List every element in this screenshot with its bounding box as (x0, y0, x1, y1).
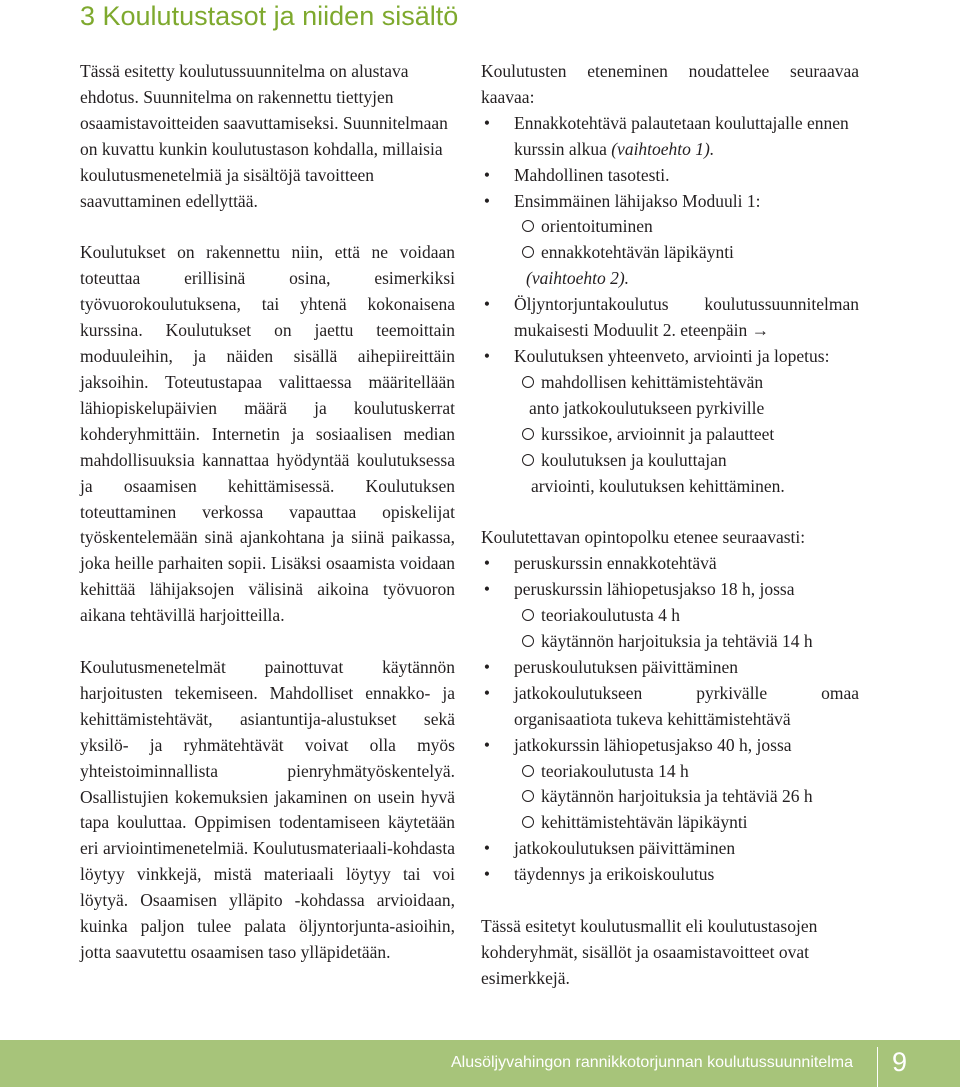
circle-bullet-icon (522, 454, 534, 466)
bullet-icon: • (483, 864, 491, 885)
list-item: • peruskurssin lähiopetusjakso 18 h, jossa teoriakoulutusta 4 h käytännön harjoituksia ja tehtäviä 14 h (481, 577, 859, 655)
sub-item: käytännön harjoituksia ja tehtäviä 14 h (514, 629, 859, 655)
bullet-icon: • (483, 734, 491, 755)
sub-item-continuation: (vaihtoehto 2). (526, 268, 630, 289)
circle-bullet-icon (522, 790, 534, 802)
list-item: • Mahdollinen tasotesti. (481, 163, 859, 189)
bullet-icon: • (483, 190, 491, 211)
paragraph-structure: Koulutukset on rakennettu niin, että ne voidaan toteuttaa erillisinä osina, esimerkiksi työvuorokoulutuksena, tai yhtenä kokonaisena kurssina. Koulutukset on jaettu teemoittain moduuleihin, ja näiden sisällä aihepiireittäin jaksoihin. Toteutustapaa valittaessa määritellään lähiopiskelupäivien määrä ja koulutuskerrat kohderyhmittäin. Internetin ja sosiaalisen median mahdollisuuksia kannattaa hyödyntää koulutuksessa ja osaamisen kehittämisessä. Koulutuksen toteuttaminen verkossa vapauttaa opiskelijat työskentelemään sinä ajankohtana ja siinä paikassa, joka heille parhaiten sopii. Lisäksi osaamista voidaan kehittää lähijaksojen välisinä aikoina työvuoron aikana tehtävillä harjoitteilla. (80, 242, 455, 626)
list-item: • jatkokurssin lähiopetusjakso 40 h, jossa teoriakoulutusta 14 h käytännön harjoituksia ja tehtäviä 26 h kehittämistehtävän läpikäynti (481, 733, 859, 837)
list-item: • jatkokoulutukseen pyrkivälle omaa organisaatiota tukeva kehittämistehtävä (481, 681, 859, 733)
bullet-icon: • (483, 838, 491, 859)
footer-divider (877, 1047, 878, 1087)
sub-item: käytännön harjoituksia ja tehtäviä 26 h (514, 784, 859, 810)
list-item: • Ennakkotehtävä palautetaan kouluttajalle ennen kurssin alkua (vaihtoehto 1). (481, 111, 859, 163)
circle-bullet-icon (522, 220, 534, 232)
sub-item-continuation: anto jatkokoulutukseen pyrkiville (529, 397, 765, 418)
sub-item: teoriakoulutusta 14 h (514, 759, 859, 785)
list-item: • Öljyntorjuntakoulutus koulutussuunnitelman mukaisesti Moduulit 2. eteenpäin → (481, 292, 859, 344)
paragraph-methods: Koulutusmenetelmät painottuvat käytännön harjoitusten tekemiseen. Mahdolliset ennakko- ja kehittämistehtävät, asiantuntija-alustukset sekä yksilö- ja ryhmätehtävät voivat olla myös yhteistoiminnallista pienryhmätyöskentelyä. Osallistujien kokemuksien jakaminen on usein hyvä tapa kouluttaa. Oppimisen todentamiseen käytetään eri arviointimenetelmiä. Koulutusmateriaali-kohdasta löytyy vinkkejä, mistä materiaali löytyy tai voi löytyä. Osaamisen ylläpito -kohdassa arvioidaan, kuinka paljon tulee palata öljyntorjunta-asioihin, jotta saavutettu osaamisen taso ylläpidetään. (80, 657, 455, 962)
page-number: 9 (892, 1047, 908, 1077)
list-item: • Ensimmäinen lähijakso Moduuli 1: orientoituminen ennakkotehtävän läpikäynti (vaihtoehto 2). (481, 189, 859, 293)
footer-bar (0, 1040, 960, 1087)
footer-title: Alusöljyvahingon rannikkotorjunnan koulutussuunnitelma (450, 1054, 853, 1071)
left-column (80, 59, 455, 966)
circle-bullet-icon (522, 609, 534, 621)
circle-bullet-icon (522, 635, 534, 647)
path-intro: Koulutettavan opintopolku etenee seuraavasti: (481, 527, 806, 548)
sub-item: orientoituminen (514, 214, 859, 240)
sub-item: koulutuksen ja kouluttajan (514, 448, 859, 474)
sub-item: kurssikoe, arvioinnit ja palautteet (514, 422, 859, 448)
paragraph-intro: Tässä esitetty koulutussuunnitelma on alustava ehdotus. Suunnitelma on rakennettu tiettyjen osaamistavoitteiden saavuttamiseksi. Suunnitelmaan on kuvattu kunkin koulutustason kohdalla, millaisia koulutusmenetelmiä ja sisältöjä tavoitteen saavuttaminen edellyttää. (80, 61, 448, 211)
circle-bullet-icon (522, 816, 534, 828)
sub-item: mahdollisen kehittämistehtävän (514, 370, 859, 396)
bullet-icon: • (483, 164, 491, 185)
sub-item: teoriakoulutusta 4 h (514, 603, 859, 629)
sub-item-continuation: arviointi, koulutuksen kehittäminen. (531, 475, 785, 496)
sub-item: ennakkotehtävän läpikäynti (514, 240, 859, 266)
progress-list (481, 111, 859, 500)
page-title: 3 Koulutustasot ja niiden sisältö (80, 1, 459, 31)
bullet-icon: • (483, 112, 491, 133)
circle-bullet-icon (522, 765, 534, 777)
list-item: • peruskoulutuksen päivittäminen (481, 655, 859, 681)
list-item: • täydennys ja erikoiskoulutus (481, 862, 859, 888)
bullet-icon: • (483, 553, 491, 574)
progress-intro: Koulutusten eteneminen noudattelee seuraavaa kaavaa: (481, 61, 859, 107)
bullet-icon: • (483, 656, 491, 677)
list-item: • jatkokoulutuksen päivittäminen (481, 836, 859, 862)
path-list (481, 551, 859, 888)
bullet-icon: • (483, 579, 491, 600)
right-column (481, 59, 859, 992)
circle-bullet-icon (522, 376, 534, 388)
circle-bullet-icon (522, 428, 534, 440)
bullet-icon: • (483, 345, 491, 366)
closing-paragraph: Tässä esitetyt koulutusmallit eli koulutustasojen kohderyhmät, sisällöt ja osaamistavoitteet ovat esimerkkejä. (481, 916, 818, 988)
circle-bullet-icon (522, 246, 534, 258)
bullet-icon: • (483, 682, 491, 703)
bullet-icon: • (483, 294, 491, 315)
list-item: • peruskurssin ennakkotehtävä (481, 551, 859, 577)
list-item: • Koulutuksen yhteenveto, arviointi ja lopetus: mahdollisen kehittämistehtävän anto jatkokoulutukseen pyrkiville kurssikoe, arvioinnit ja palautteet koulutuksen ja kouluttajan arviointi, koulutuksen kehittäminen. (481, 344, 859, 499)
sub-item: kehittämistehtävän läpikäynti (514, 810, 859, 836)
